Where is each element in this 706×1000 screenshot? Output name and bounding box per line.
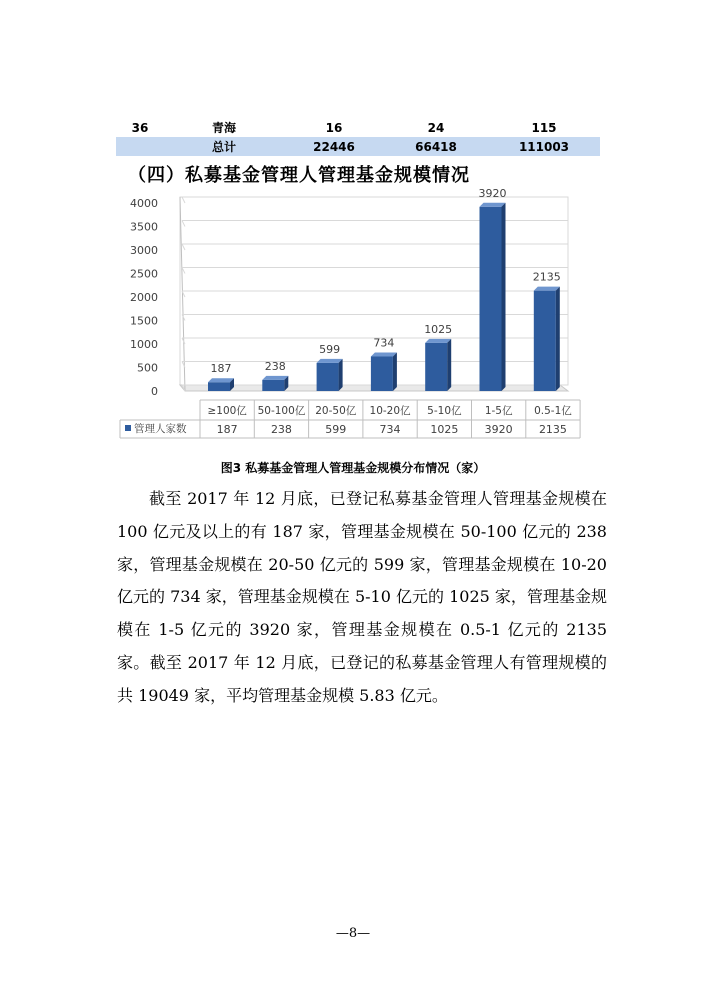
bar-top [317,359,343,363]
y-tick-label: 3500 [130,220,158,234]
cell-value-1: 22446 [313,139,355,154]
bar-top [208,378,234,382]
bar-side [339,359,343,391]
bar-top [534,287,560,291]
bar-side [502,203,506,391]
data-label: 2135 [532,270,561,284]
bar-top [425,339,451,343]
bar-chart [0,0,706,460]
bar-side [393,353,397,391]
table-value: 3920 [484,423,513,436]
bar [534,291,556,391]
y-tick-label: 3000 [130,244,158,257]
bar [317,363,339,391]
bar [262,380,284,391]
body-paragraph: 截至 2017 年 12 月底，已登记私募基金管理人管理基金规模在 100 亿元及以上的有 187 家，管理基金规模在 50-100 亿元的 238 家，管理基金规模在 20-50 亿元的 599 家，管理基金规模在 10-20 亿元的 734 家，管理基金规模在 5-10 亿元的 1025 家，管理基金规模在 1-5 亿元的 3920 家，管理基金规模在 0.5-1 亿元的 2135 家。截至 2017 年 12 月底，已登记的私募基金管理人有管理规模的共 19049 家，平均管理基金规模 5.83 亿元。 [117,489,607,705]
legend-swatch [125,425,131,431]
bar [480,207,502,391]
legend-label: 管理人家数 [134,423,187,435]
bar-top [262,376,288,380]
cell-region: 青海 [211,121,236,135]
y-tick-label: 1500 [130,314,158,328]
data-label: 3920 [478,186,507,200]
page-number: —8— [335,926,371,941]
cell-value-2: 24 [427,120,445,135]
data-label: 734 [373,336,395,350]
y-tick-label: 2500 [130,267,158,281]
data-label: 599 [319,342,341,356]
cell-region: 总计 [211,140,236,154]
data-label: 187 [210,362,232,376]
cell-no: 36 [131,120,149,135]
y-tick-label: 0 [151,385,158,398]
data-label: 238 [264,359,286,373]
bar [208,382,230,391]
cell-value-2: 66418 [415,139,457,154]
bar-side [556,287,560,391]
table-value: 238 [270,423,292,436]
table-value: 187 [216,423,238,436]
table-value: 599 [325,423,347,436]
y-tick-label: 2000 [130,291,158,304]
section-heading: （四）私募基金管理人管理基金规模情况 [128,165,470,186]
bar [371,357,393,391]
table-value: 2135 [538,423,567,436]
x-tick-label: 1-5亿 [484,405,513,417]
cell-value-3: 111003 [518,139,570,154]
table-value: 1025 [430,423,459,436]
x-tick-label: 5-10亿 [427,405,462,417]
y-tick-label: 4000 [130,197,158,210]
x-tick-label: 50-100亿 [257,405,306,417]
bar-top [480,203,506,207]
x-tick-label: 20-50亿 [315,405,357,417]
y-tick-label: 1000 [130,338,158,351]
x-tick-label: 10-20亿 [369,405,411,417]
x-tick-label: ≥100亿 [207,405,247,417]
table-value: 734 [379,423,401,436]
data-label: 1025 [424,322,453,336]
bar [425,343,447,391]
cell-value-1: 16 [325,120,343,135]
bar-top [371,353,397,357]
cell-value-3: 115 [531,120,557,135]
y-tick-label: 500 [137,361,158,375]
x-tick-label: 0.5-1亿 [534,405,572,417]
figure-caption: 图3 私募基金管理人管理基金规模分布情况（家） [220,461,486,475]
bar-side [447,339,451,391]
